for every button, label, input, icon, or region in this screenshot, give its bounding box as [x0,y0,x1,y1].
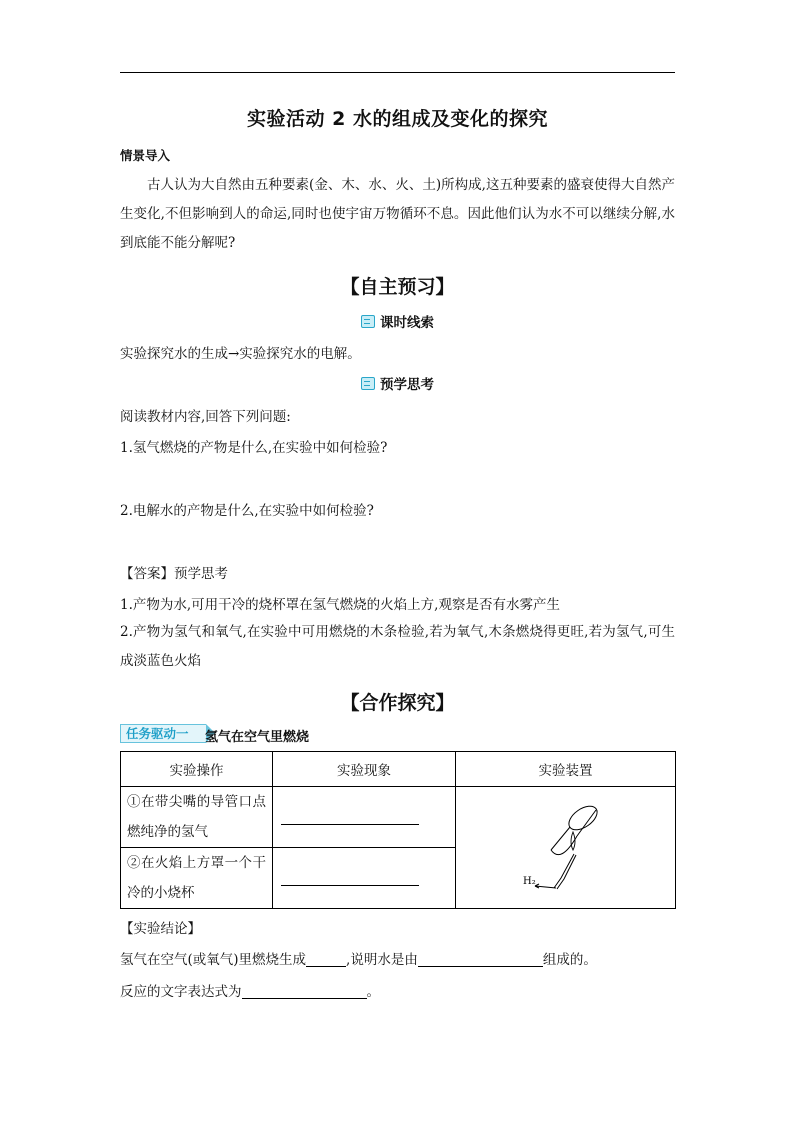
operation-cell-2: ②在火焰上方罩一个干冷的小烧杯 [121,848,273,909]
header-operation: 实验操作 [121,752,273,787]
intro-paragraph: 古人认为大自然由五种要素(金、木、水、火、土)所构成,这五种要素的盛衰使得大自然产生变化,不但影响到人的命运,同时也使宇宙万物循环不息。因此他们认为水不可以继续分解,水到底能不能分解呢? [120,177,675,251]
answer-blank[interactable] [281,824,419,825]
answer-blank[interactable] [418,951,543,967]
question-2: 2.电解水的产物是什么,在实验中如何检验? [120,503,374,519]
page-title: 实验活动 2 水的组成及变化的探究 [247,108,548,130]
reaction-sentence: 反应的文字表达式为 。 [120,984,380,1000]
header-apparatus: 实验装置 [456,752,676,787]
preview-section-title: 【自主预习】 [340,276,455,298]
book-icon [361,315,375,328]
phenomenon-cell-2 [273,848,456,909]
operation-cell-1: ①在带尖嘴的导管口点燃纯净的氢气 [121,787,273,848]
answer-label: 【答案】预学思考 [120,566,228,582]
conclusion-sentence: 氢气在空气(或氧气)里燃烧生成 ,说明水是由 组成的。 [120,952,597,968]
answer-blank[interactable] [242,983,367,999]
answer-2: 2.产物为氢气和氧气,在实验中可用燃烧的木条检验,若为氧气,木条燃烧得更旺,若为氢气,可生成淡蓝色火焰 [120,624,675,669]
answer-blank[interactable] [281,885,419,886]
think-subheading [120,373,675,393]
instruction-text: 阅读教材内容,回答下列问题: [120,409,291,425]
clue-text: 实验探究水的生成→实验探究水的电解。 [120,346,361,362]
intro-heading: 情景导入 [120,148,171,163]
header-rule [120,72,675,73]
cooperate-section-title: 【合作探究】 [340,692,455,714]
experiment-table [120,751,676,909]
question-1: 1.氢气燃烧的产物是什么,在实验中如何检验? [120,440,388,456]
phenomenon-cell-1 [273,787,456,848]
book-icon [361,377,375,390]
answer-blank[interactable] [306,951,346,967]
conclusion-label: 【实验结论】 [120,921,201,937]
clue-title: 课时线索 [380,315,434,331]
answer-1: 1.产物为水,可用干冷的烧杯罩在氢气燃烧的火焰上方,观察是否有水雾产生 [120,597,560,613]
task-title: 氢气在空气里燃烧 [205,730,310,745]
hydrogen-burning-apparatus-icon [521,798,611,893]
apparatus-cell [456,787,676,909]
table-row [121,787,676,848]
clue-subheading [120,311,675,331]
task-badge: 任务驱动一 [120,724,206,743]
apparatus-label: H₂ [522,876,536,887]
header-phenomenon: 实验现象 [273,752,456,787]
think-title: 预学思考 [380,377,434,393]
table-header-row [121,752,676,787]
